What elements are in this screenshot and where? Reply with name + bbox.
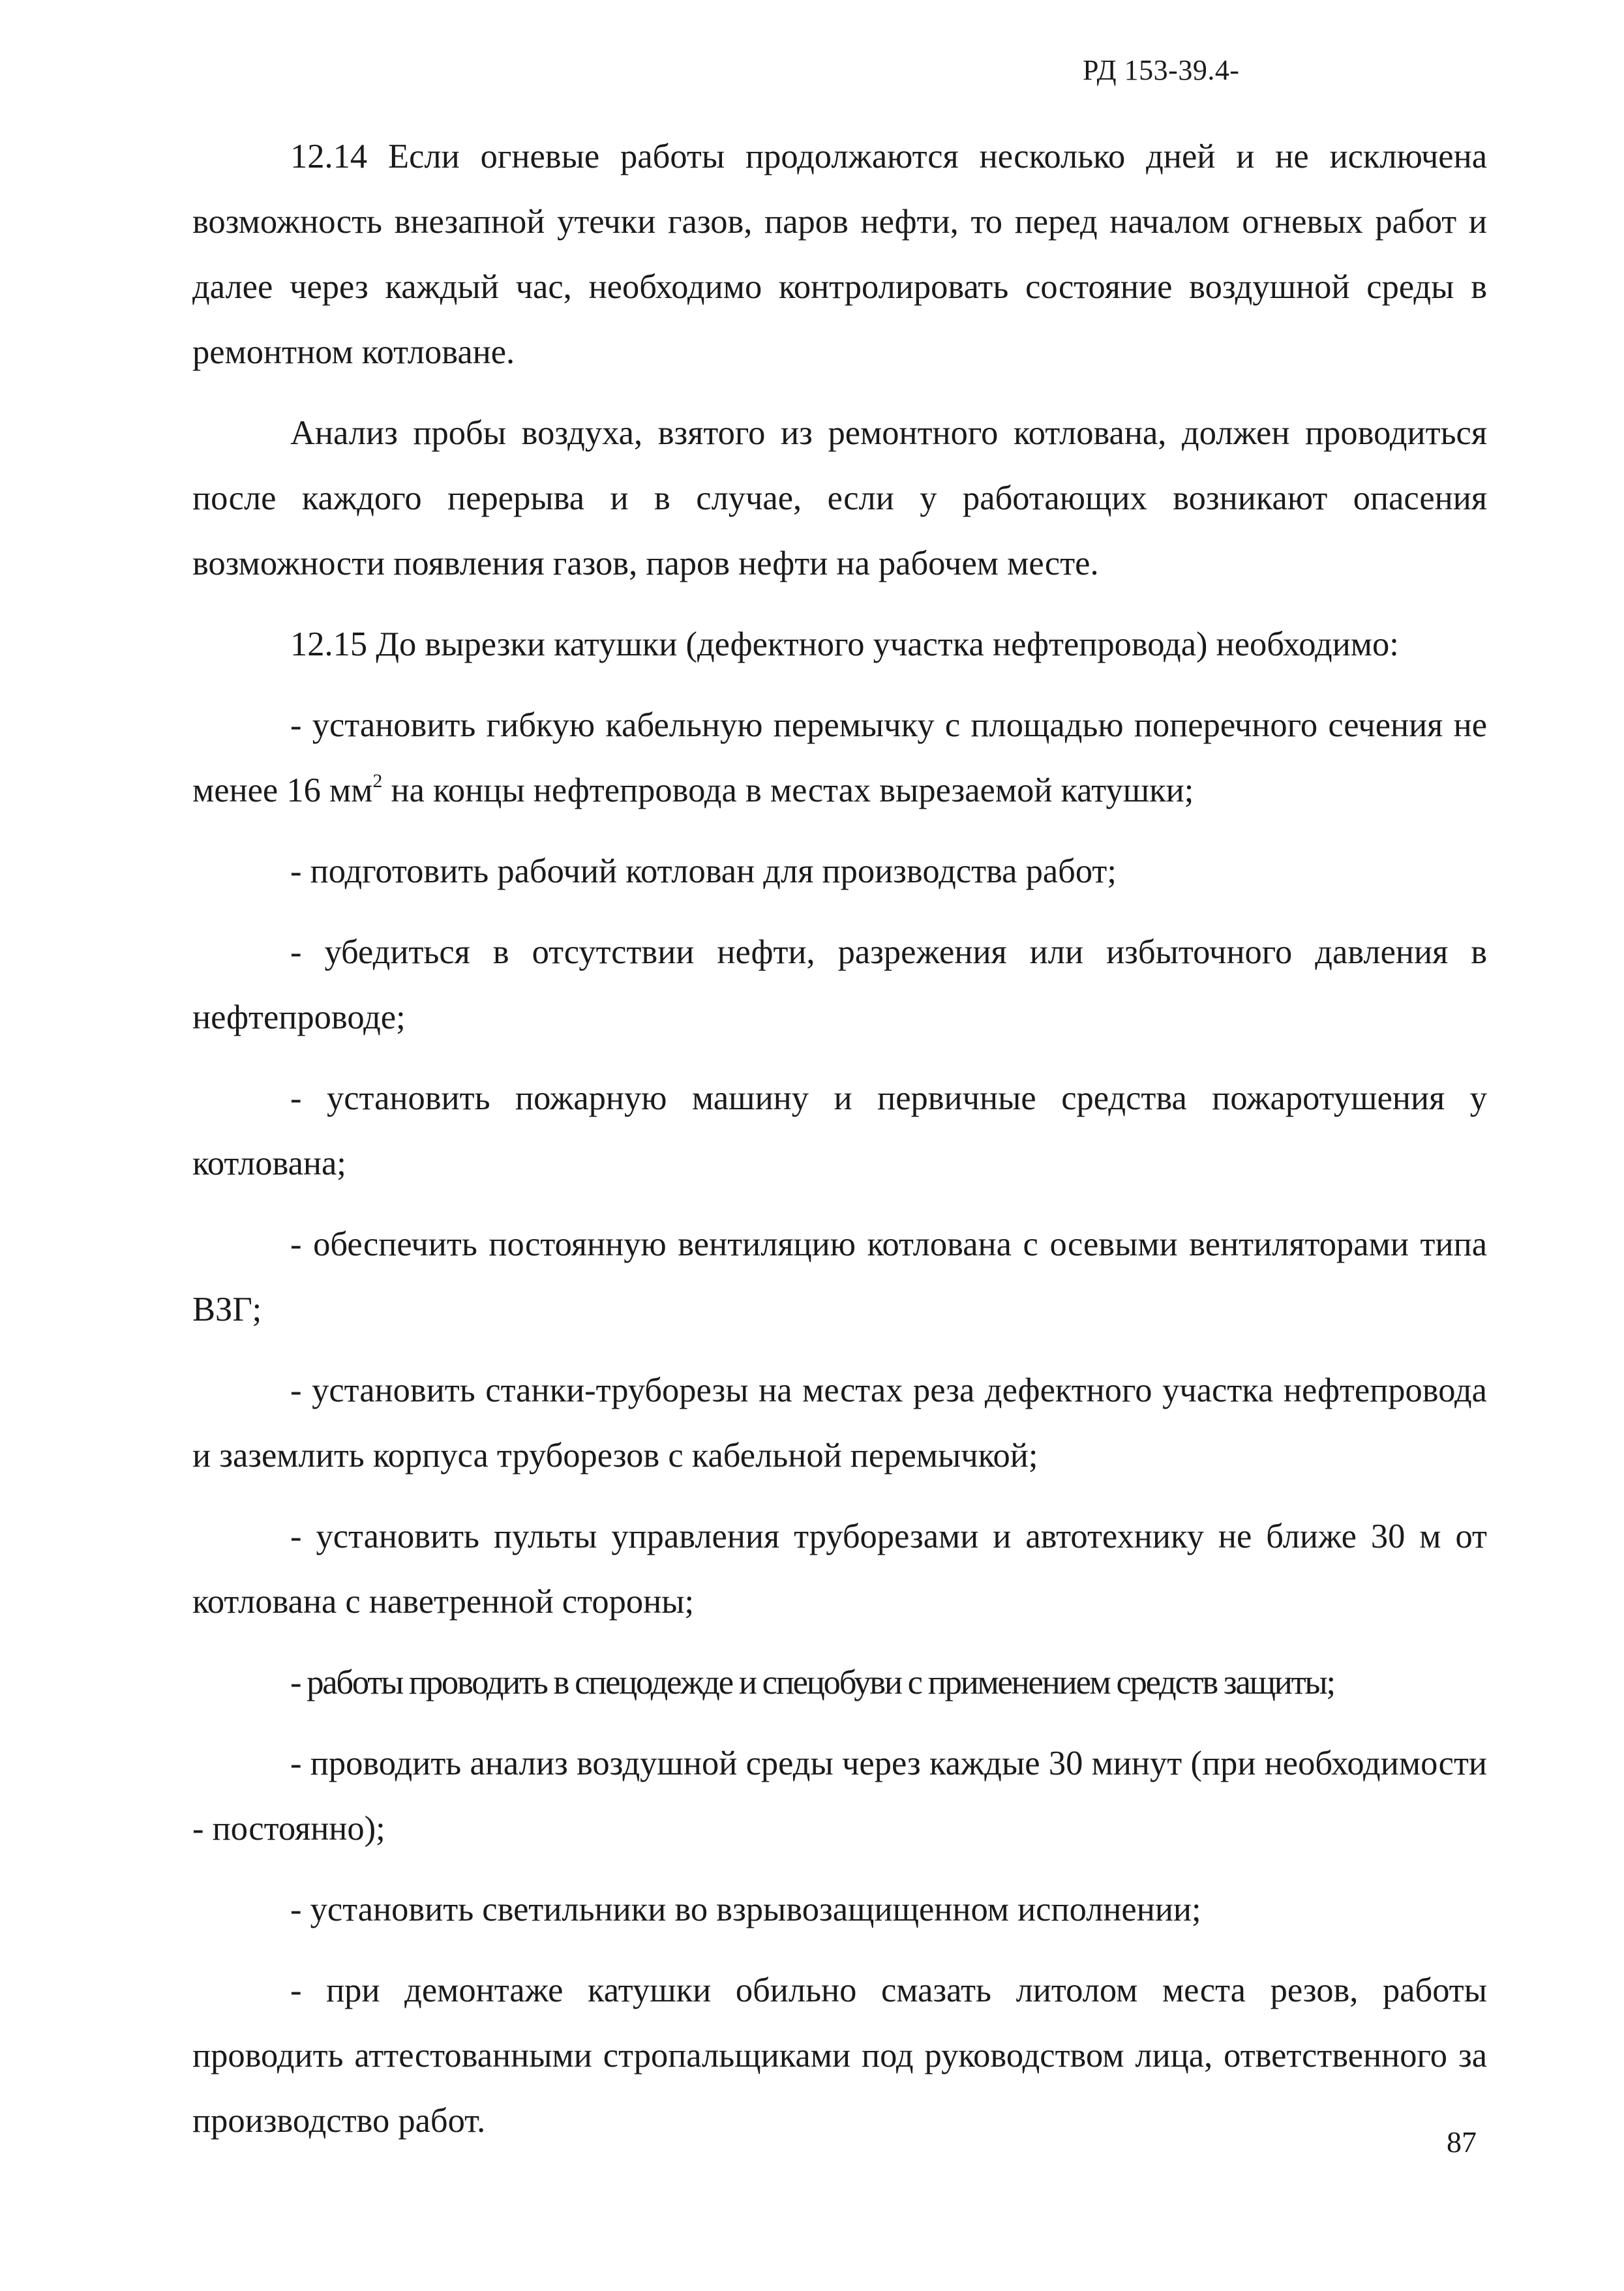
square-superscript: 2 [372, 770, 383, 792]
list-item-check-pressure: - убедиться в отсутствии нефти, разрежения или избыточного давления в нефтепроводе; [192, 933, 1487, 1036]
paragraph-12-14: 12.14 Если огневые работы продолжаются несколько дней и не исключена возможность внезапной утечки газов, паров нефти, то перед началом огневых работ и далее через каждый час, необходимо контролировать состояние воздушной среды в ремонтном котловане. [192, 138, 1487, 371]
list-item-explosion-proof-lights: - установить светильники во взрывозащищенном исполнении; [290, 1891, 1201, 1928]
list-item-cable-jumper-text: - установить гибкую кабельную перемычку с площадью поперечного сечения не менее 16 мм [192, 706, 1487, 809]
list-item-cable-jumper [192, 693, 1487, 823]
paragraph-air-sample-analysis: Анализ пробы воздуха, взятого из ремонтного котлована, должен проводиться после каждого перерыва и в случае, если у работающих возникают опасения возможности появления газов, паров нефти на рабочем месте. [192, 414, 1487, 582]
list-item-ventilation: - обеспечить постоянную вентиляцию котлована с осевыми вентиляторами типа ВЗГ; [192, 1225, 1487, 1328]
document-body [192, 124, 1487, 2153]
paragraph-12-15: 12.15 До вырезки катушки (дефектного участка нефтепровода) необходимо: [290, 625, 1399, 663]
list-item-dismantling: - при демонтаже катушки обильно смазать литолом места резов, работы проводить аттестованными стропальщиками под руководством лица, ответственного за производство работ. [192, 1971, 1487, 2140]
list-item-fire-truck: - установить пожарную машину и первичные средства пожаротушения у котлована; [192, 1079, 1487, 1182]
list-item-pipe-cutters: - установить станки-труборезы на местах реза дефектного участка нефтепровода и заземлить корпуса труборезов с кабельной перемычкой; [192, 1371, 1487, 1475]
list-item-prepare-pit: - подготовить рабочий котлован для производства работ; [290, 852, 1117, 890]
list-item-control-panels: - установить пульты управления труборезами и автотехнику не ближе 30 м от котлована с наветренной стороны; [192, 1518, 1487, 1621]
document-code-header: РД 153-39.4- [1083, 54, 1240, 86]
list-item-air-analysis: - проводить анализ воздушной среды через каждые 30 минут (при необходимости - постоянно); [192, 1744, 1487, 1848]
page-number: 87 [1447, 2125, 1477, 2159]
list-item-cable-jumper-text-end: на концы нефтепровода в местах вырезаемой катушки; [382, 771, 1194, 809]
list-item-protective-clothing: - работы проводить в спецодежде и спецобуви с применением средств защиты; [290, 1664, 1334, 1701]
